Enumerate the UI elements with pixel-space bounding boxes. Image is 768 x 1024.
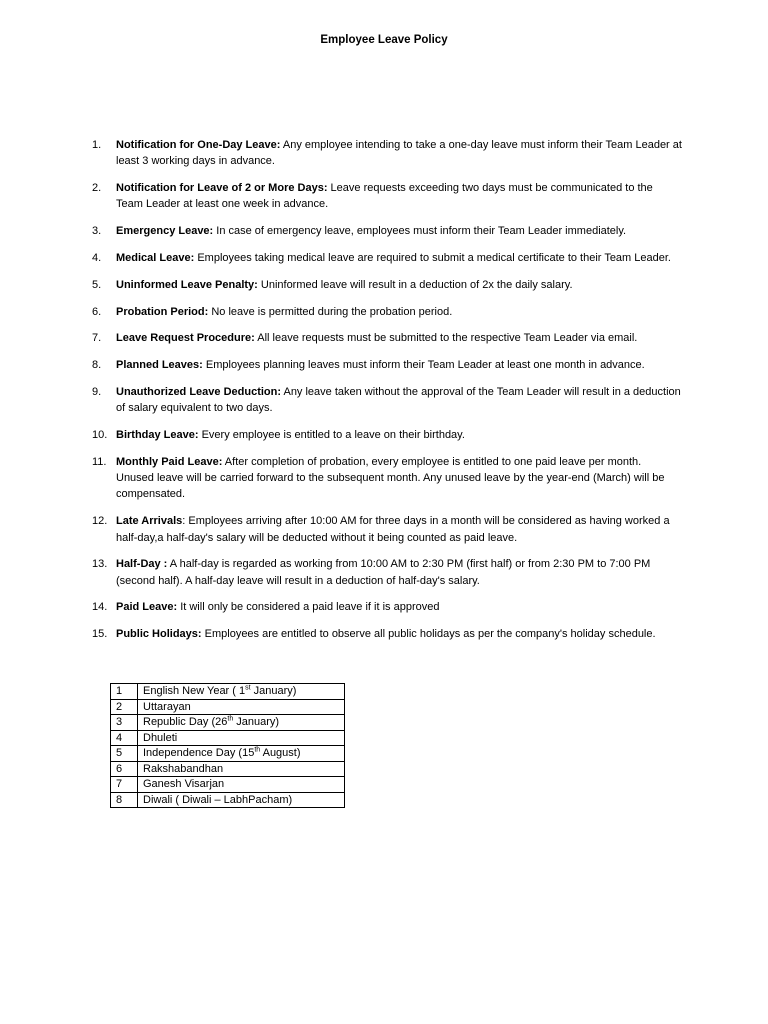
holiday-number: 4 [111, 730, 138, 746]
holiday-number: 2 [111, 699, 138, 715]
policy-text: All leave requests must be submitted to the respective Team Leader via email. [254, 332, 638, 345]
policy-number: 11. [92, 455, 107, 468]
policy-text: Employees taking medical leave are required to submit a medical certificate to their Team Leader. [194, 251, 671, 264]
policy-heading: Uninformed Leave Penalty: [116, 278, 258, 291]
policy-item [92, 180, 682, 213]
holiday-name: English New Year ( 1st January) [138, 684, 345, 700]
policy-item [92, 250, 682, 266]
policy-heading: Half-Day : [116, 558, 168, 571]
policy-heading: Unauthorized Leave Deduction: [116, 385, 282, 398]
policy-heading: Notification for One-Day Leave: [116, 139, 281, 151]
policy-heading: Medical Leave: [116, 251, 195, 264]
policy-text: : Employees arriving after 10:00 AM for three days in a month will be considered as having worked a half-day,a half-day's salary will be deducted without it being counted as paid leave. [116, 515, 670, 544]
policy-item [92, 454, 682, 503]
policy-text: Employees planning leaves must inform their Team Leader at least one month in advance. [202, 359, 645, 372]
table-row [111, 715, 345, 731]
policy-heading: Monthly Paid Leave: [116, 455, 223, 468]
policy-item [92, 330, 682, 346]
policy-number: 4. [92, 251, 102, 264]
table-row [111, 684, 345, 700]
policy-number: 2. [92, 182, 102, 195]
policy-heading: Paid Leave: [116, 601, 178, 614]
policy-item [92, 137, 682, 170]
policy-number: 8. [92, 359, 102, 372]
holiday-name: Rakshabandhan [138, 761, 345, 777]
holiday-number: 7 [111, 777, 138, 793]
policy-heading: Probation Period: [116, 305, 209, 318]
holiday-name: Republic Day (26th January) [138, 715, 345, 731]
policy-text: Any employee intending to take a one-day leave must inform their Team Leader at least 3 working days in advance. [116, 139, 682, 168]
holiday-name: Diwali ( Diwali – LabhPacham) [138, 792, 345, 808]
policy-list [92, 137, 682, 653]
table-row [111, 792, 345, 808]
policy-number: 12. [92, 515, 108, 528]
policy-text: A half-day is regarded as working from 10:00 AM to 2:30 PM (first half) or from 2:30 PM to 7:00 PM (second half). A half-day leave will result in a deduction of half-day's salary. [116, 558, 651, 587]
table-row [111, 699, 345, 715]
policy-text: Any leave taken without the approval of the Team Leader will result in a deduction of salary equivalent to two days. [116, 385, 681, 415]
policy-item [92, 556, 682, 589]
policy-heading: Emergency Leave: [116, 225, 214, 238]
holiday-name: Independence Day (15th August) [138, 746, 345, 762]
policy-heading: Late Arrivals [116, 515, 183, 528]
table-row [111, 761, 345, 777]
policy-number: 13. [92, 558, 108, 571]
policy-number: 10. [92, 429, 108, 442]
policy-item [92, 223, 682, 239]
table-row [111, 746, 345, 762]
holiday-number: 8 [111, 792, 138, 808]
policy-heading: Birthday Leave: [116, 429, 199, 442]
policy-text: No leave is permitted during the probation period. [208, 305, 453, 318]
policy-heading: Notification for Leave of 2 or More Days: [116, 182, 328, 195]
policy-number: 6. [92, 305, 102, 318]
holiday-name: Ganesh Visarjan [138, 777, 345, 793]
policy-item [92, 304, 682, 320]
policy-number: 5. [92, 278, 102, 291]
holiday-number: 6 [111, 761, 138, 777]
policy-item [92, 384, 682, 417]
policy-text: Uninformed leave will result in a deduction of 2x the daily salary. [257, 278, 573, 291]
policy-text: It will only be considered a paid leave if it is approved [177, 601, 440, 614]
policy-item [92, 357, 682, 373]
holiday-number: 1 [111, 684, 138, 700]
policy-heading: Planned Leaves: [116, 359, 203, 372]
policy-heading: Leave Request Procedure: [116, 332, 255, 345]
policy-text: In case of emergency leave, employees must inform their Team Leader immediately. [213, 225, 627, 238]
table-row [111, 730, 345, 746]
policy-number: 1. [92, 139, 102, 151]
policy-text: Employees are entitled to observe all public holidays as per the company's holiday schedule. [201, 628, 656, 641]
policy-number: 15. [92, 628, 108, 641]
policy-number: 14. [92, 601, 108, 614]
policy-item [92, 599, 682, 615]
table-row [111, 777, 345, 793]
policy-item [92, 626, 682, 642]
holiday-number: 5 [111, 746, 138, 762]
holiday-number: 3 [111, 715, 138, 731]
policy-item [92, 427, 682, 443]
policy-text: Every employee is entitled to a leave on their birthday. [198, 429, 465, 442]
policy-text: After completion of probation, every employee is entitled to one paid leave per month. Unused leave will be carried forward to the subsequent month. Any unused leave by the year-end (March) will be compensated. [116, 455, 665, 501]
public-holidays-table [110, 683, 345, 808]
policy-text: Leave requests exceeding two days must be communicated to the Team Leader at least one week in advance. [116, 182, 653, 211]
policy-number: 7. [92, 332, 102, 345]
policy-number: 3. [92, 225, 102, 238]
policy-heading: Public Holidays: [116, 628, 202, 641]
policy-item [92, 513, 682, 546]
holiday-name: Dhuleti [138, 730, 345, 746]
holiday-name: Uttarayan [138, 699, 345, 715]
policy-item [92, 277, 682, 293]
policy-number: 9. [92, 385, 102, 398]
document-title: Employee Leave Policy [320, 34, 448, 46]
